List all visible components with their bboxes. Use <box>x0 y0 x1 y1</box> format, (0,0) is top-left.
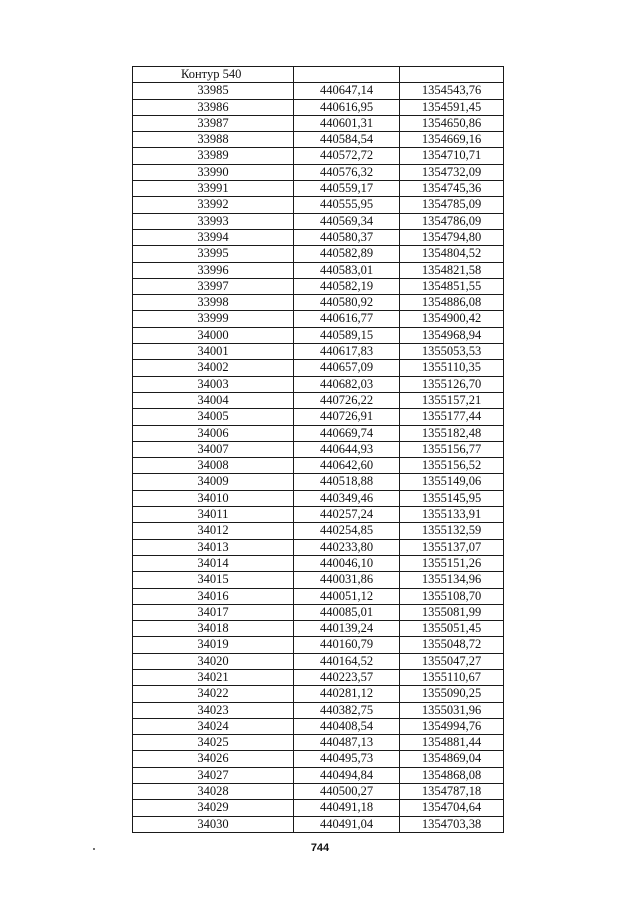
x-coordinate-cell: 440647,14 <box>294 83 400 99</box>
point-number-cell: 34018 <box>133 621 294 637</box>
point-number-cell: 34016 <box>133 588 294 604</box>
table-row <box>133 555 504 571</box>
y-coordinate-cell: 1354669,16 <box>400 132 504 148</box>
y-coordinate-cell: 1354704,64 <box>400 800 504 816</box>
y-coordinate-cell: 1355156,52 <box>400 458 504 474</box>
point-number-cell: 34012 <box>133 523 294 539</box>
y-coordinate-cell: 1355157,21 <box>400 392 504 408</box>
x-coordinate-cell: 440046,10 <box>294 555 400 571</box>
table-row <box>133 604 504 620</box>
y-coordinate-cell: 1355177,44 <box>400 409 504 425</box>
contour-label-cell: Контур 540 <box>133 67 294 83</box>
table-row <box>133 653 504 669</box>
y-coordinate-cell: 1354851,55 <box>400 278 504 294</box>
y-coordinate-cell: 1355156,77 <box>400 441 504 457</box>
table-row <box>133 784 504 800</box>
table-row <box>133 669 504 685</box>
point-number-cell: 34019 <box>133 637 294 653</box>
x-coordinate-cell: 440576,32 <box>294 164 400 180</box>
y-coordinate-cell: 1355048,72 <box>400 637 504 653</box>
x-coordinate-cell: 440491,04 <box>294 816 400 832</box>
point-number-cell: 34030 <box>133 816 294 832</box>
x-coordinate-cell: 440233,80 <box>294 539 400 555</box>
y-coordinate-cell: 1354794,80 <box>400 229 504 245</box>
point-number-cell: 33986 <box>133 99 294 115</box>
y-coordinate-cell: 1354968,94 <box>400 327 504 343</box>
y-coordinate-cell: 1355031,96 <box>400 702 504 718</box>
x-coordinate-cell: 440031,86 <box>294 572 400 588</box>
x-coordinate-cell: 440617,83 <box>294 344 400 360</box>
point-number-cell: 34017 <box>133 604 294 620</box>
point-number-cell: 34010 <box>133 490 294 506</box>
x-coordinate-cell: 440682,03 <box>294 376 400 392</box>
table-row <box>133 164 504 180</box>
point-number-cell: 34025 <box>133 735 294 751</box>
x-coordinate-cell: 440601,31 <box>294 115 400 131</box>
point-number-cell: 34014 <box>133 555 294 571</box>
y-coordinate-cell: 1355110,67 <box>400 669 504 685</box>
point-number-cell: 34000 <box>133 327 294 343</box>
y-coordinate-cell: 1355132,59 <box>400 523 504 539</box>
x-coordinate-cell: 440257,24 <box>294 507 400 523</box>
y-coordinate-cell: 1354994,76 <box>400 718 504 734</box>
table-row <box>133 295 504 311</box>
table-row <box>133 181 504 197</box>
point-number-cell: 34029 <box>133 800 294 816</box>
x-coordinate-cell: 440583,01 <box>294 262 400 278</box>
table-row <box>133 572 504 588</box>
point-number-cell: 34013 <box>133 539 294 555</box>
table-row <box>133 718 504 734</box>
x-coordinate-cell: 440139,24 <box>294 621 400 637</box>
point-number-cell: 33990 <box>133 164 294 180</box>
point-number-cell: 33998 <box>133 295 294 311</box>
y-coordinate-cell: 1355137,07 <box>400 539 504 555</box>
point-number-cell: 34022 <box>133 686 294 702</box>
point-number-cell: 34028 <box>133 784 294 800</box>
y-coordinate-cell: 1354868,08 <box>400 767 504 783</box>
point-number-cell: 34002 <box>133 360 294 376</box>
y-coordinate-cell: 1355051,45 <box>400 621 504 637</box>
x-coordinate-cell: 440487,13 <box>294 735 400 751</box>
x-coordinate-cell: 440642,60 <box>294 458 400 474</box>
table-row <box>133 621 504 637</box>
y-coordinate-cell: 1354710,71 <box>400 148 504 164</box>
y-coordinate-cell: 1354786,09 <box>400 213 504 229</box>
table-row <box>133 409 504 425</box>
x-coordinate-cell: 440160,79 <box>294 637 400 653</box>
table-row <box>133 735 504 751</box>
page-number: 744 <box>310 842 330 854</box>
x-coordinate-cell: 440616,95 <box>294 99 400 115</box>
y-coordinate-cell: 1354745,36 <box>400 181 504 197</box>
x-coordinate-cell: 440582,89 <box>294 246 400 262</box>
x-coordinate-cell: 440494,84 <box>294 767 400 783</box>
y-coordinate-cell: 1354900,42 <box>400 311 504 327</box>
x-coordinate-cell: 440085,01 <box>294 604 400 620</box>
x-coordinate-cell: 440051,12 <box>294 588 400 604</box>
table-row <box>133 539 504 555</box>
table-row <box>133 311 504 327</box>
table-row <box>133 588 504 604</box>
table-row <box>133 262 504 278</box>
table-row <box>133 278 504 294</box>
x-coordinate-cell: 440580,37 <box>294 229 400 245</box>
point-number-cell: 34008 <box>133 458 294 474</box>
point-number-cell: 34001 <box>133 344 294 360</box>
point-number-cell: 33994 <box>133 229 294 245</box>
x-coordinate-cell: 440726,91 <box>294 409 400 425</box>
y-coordinate-cell: 1354650,86 <box>400 115 504 131</box>
x-coordinate-cell: 440495,73 <box>294 751 400 767</box>
point-number-cell: 33985 <box>133 83 294 99</box>
y-coordinate-cell: 1354703,38 <box>400 816 504 832</box>
y-coordinate-cell: 1355053,53 <box>400 344 504 360</box>
point-number-cell: 34011 <box>133 507 294 523</box>
point-number-cell: 34027 <box>133 767 294 783</box>
table-row <box>133 816 504 832</box>
table-row <box>133 523 504 539</box>
x-coordinate-cell: 440281,12 <box>294 686 400 702</box>
table-row <box>133 83 504 99</box>
y-coordinate-cell: 1355090,25 <box>400 686 504 702</box>
x-coordinate-cell: 440518,88 <box>294 474 400 490</box>
x-coordinate-cell: 440589,15 <box>294 327 400 343</box>
table-row <box>133 800 504 816</box>
point-number-cell: 33989 <box>133 148 294 164</box>
point-number-cell: 34023 <box>133 702 294 718</box>
x-coordinate-cell: 440569,34 <box>294 213 400 229</box>
y-coordinate-cell: 1355108,70 <box>400 588 504 604</box>
point-number-cell: 34015 <box>133 572 294 588</box>
point-number-cell: 34003 <box>133 376 294 392</box>
point-number-cell: 34020 <box>133 653 294 669</box>
table-row <box>133 327 504 343</box>
point-number-cell: 33992 <box>133 197 294 213</box>
x-coordinate-cell: 440726,22 <box>294 392 400 408</box>
point-number-cell: 34004 <box>133 392 294 408</box>
table-row <box>133 702 504 718</box>
x-coordinate-cell: 440500,27 <box>294 784 400 800</box>
x-coordinate-cell: 440349,46 <box>294 490 400 506</box>
y-coordinate-cell: 1354804,52 <box>400 246 504 262</box>
table-row <box>133 344 504 360</box>
point-number-cell: 34007 <box>133 441 294 457</box>
y-coordinate-cell: 1354785,09 <box>400 197 504 213</box>
x-coordinate-cell: 440408,54 <box>294 718 400 734</box>
table-row <box>133 213 504 229</box>
coordinates-table <box>132 66 504 833</box>
table-row <box>133 392 504 408</box>
x-coordinate-cell: 440582,19 <box>294 278 400 294</box>
x-coordinate-cell: 440254,85 <box>294 523 400 539</box>
table-row <box>133 376 504 392</box>
table-row <box>133 686 504 702</box>
y-coordinate-cell: 1354591,45 <box>400 99 504 115</box>
y-coordinate-cell: 1354886,08 <box>400 295 504 311</box>
point-number-cell: 34024 <box>133 718 294 734</box>
table-row <box>133 229 504 245</box>
x-coordinate-cell: 440164,52 <box>294 653 400 669</box>
table-row <box>133 474 504 490</box>
point-number-cell: 33993 <box>133 213 294 229</box>
y-coordinate-cell: 1355182,48 <box>400 425 504 441</box>
point-number-cell: 34006 <box>133 425 294 441</box>
y-coordinate-cell: 1355110,35 <box>400 360 504 376</box>
x-coordinate-cell: 440555,95 <box>294 197 400 213</box>
x-coordinate-cell: 440491,18 <box>294 800 400 816</box>
point-number-cell: 34021 <box>133 669 294 685</box>
header-empty-cell-y <box>400 67 504 83</box>
y-coordinate-cell: 1355145,95 <box>400 490 504 506</box>
x-coordinate-cell: 440616,77 <box>294 311 400 327</box>
point-number-cell: 34005 <box>133 409 294 425</box>
y-coordinate-cell: 1354732,09 <box>400 164 504 180</box>
x-coordinate-cell: 440584,54 <box>294 132 400 148</box>
table-row <box>133 767 504 783</box>
table-row <box>133 148 504 164</box>
x-coordinate-cell: 440559,17 <box>294 181 400 197</box>
point-number-cell: 33995 <box>133 246 294 262</box>
table-row <box>133 360 504 376</box>
y-coordinate-cell: 1354881,44 <box>400 735 504 751</box>
point-number-cell: 34009 <box>133 474 294 490</box>
y-coordinate-cell: 1354869,04 <box>400 751 504 767</box>
y-coordinate-cell: 1355081,99 <box>400 604 504 620</box>
table-row <box>133 132 504 148</box>
point-number-cell: 33996 <box>133 262 294 278</box>
table-row <box>133 637 504 653</box>
y-coordinate-cell: 1355047,27 <box>400 653 504 669</box>
y-coordinate-cell: 1355149,06 <box>400 474 504 490</box>
table-row <box>133 246 504 262</box>
x-coordinate-cell: 440657,09 <box>294 360 400 376</box>
point-number-cell: 33999 <box>133 311 294 327</box>
table-row <box>133 115 504 131</box>
x-coordinate-cell: 440669,74 <box>294 425 400 441</box>
y-coordinate-cell: 1354821,58 <box>400 262 504 278</box>
y-coordinate-cell: 1354787,18 <box>400 784 504 800</box>
table-row <box>133 197 504 213</box>
table-row <box>133 751 504 767</box>
header-empty-cell-x <box>294 67 400 83</box>
table-row <box>133 425 504 441</box>
point-number-cell: 34026 <box>133 751 294 767</box>
point-number-cell: 33997 <box>133 278 294 294</box>
x-coordinate-cell: 440580,92 <box>294 295 400 311</box>
table-row <box>133 507 504 523</box>
table-header-row <box>133 67 504 83</box>
point-number-cell: 33988 <box>133 132 294 148</box>
table-row <box>133 441 504 457</box>
point-number-cell: 33991 <box>133 181 294 197</box>
table-row <box>133 99 504 115</box>
y-coordinate-cell: 1355134,96 <box>400 572 504 588</box>
y-coordinate-cell: 1355151,26 <box>400 555 504 571</box>
y-coordinate-cell: 1355126,70 <box>400 376 504 392</box>
y-coordinate-cell: 1354543,76 <box>400 83 504 99</box>
x-coordinate-cell: 440382,75 <box>294 702 400 718</box>
table-row <box>133 490 504 506</box>
x-coordinate-cell: 440572,72 <box>294 148 400 164</box>
point-number-cell: 33987 <box>133 115 294 131</box>
x-coordinate-cell: 440644,93 <box>294 441 400 457</box>
table-row <box>133 458 504 474</box>
y-coordinate-cell: 1355133,91 <box>400 507 504 523</box>
x-coordinate-cell: 440223,57 <box>294 669 400 685</box>
